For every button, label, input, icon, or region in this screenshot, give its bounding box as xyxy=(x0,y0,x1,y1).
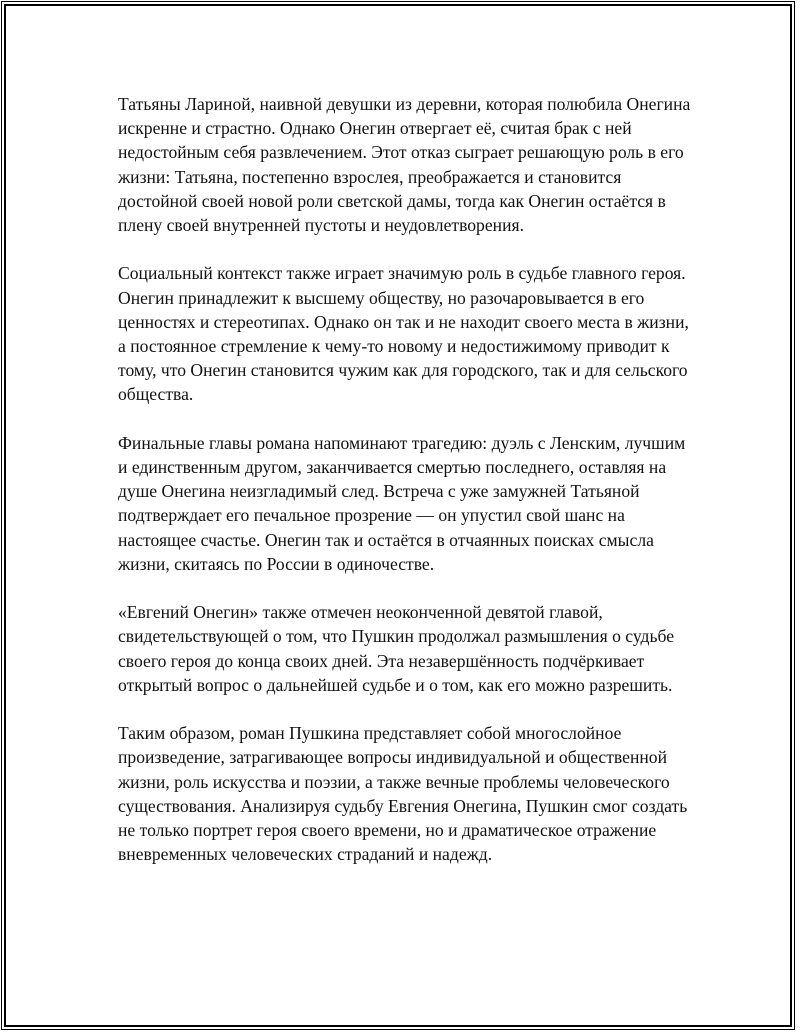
paragraph-2: Социальный контекст также играет значимую роль в судьбе главного героя. Онегин принадлежит к высшему обществу, но разочаровывается в его ценностях и стереотипах. Однако он так и не находит своего места в жизни, а постоянное стремление к чему-то новому и недостижимому приводит к тому, что Онегин становится чужим как для городского, так и для сельского общества. xyxy=(118,263,689,405)
paragraph-4: «Евгений Онегин» также отмечен неоконченной девятой главой, свидетельствующей о том, что Пушкин продолжал размышления о судьбе своего героя до конца своих дней. Эта незавершённость подчёркивает открытый вопрос о дальнейшей судьбе и о том, как его можно разрешить. xyxy=(118,602,675,695)
paragraph-1: Татьяны Лариной, наивной девушки из деревни, которая полюбила Онегина искренне и страстно. Однако Онегин отвергает её, считая брак с ней недостойным себя развлечением. Этот отказ сыграет решающую роль в его жизни: Татьяна, постепенно взрослея, преображается и становится достойной своей новой роли светской дамы, тогда как Онегин остаётся в плену своей внутренней пустоты и неудовлетворения. xyxy=(118,94,691,236)
document-body xyxy=(118,92,698,866)
paragraph-3: Финальные главы романа напоминают трагедию: дуэль с Ленским, лучшим и единственным другом, заканчивается смертью последнего, оставляя на душе Онегина неизгладимый след. Встреча с уже замужней Татьяной подтверждает его печальное прозрение — он упустил свой шанс на настоящее счастье. Онегин так и остаётся в отчаянных поисках смысла жизни, скитаясь по России в одиночестве. xyxy=(118,432,686,574)
paragraph-5: Таким образом, роман Пушкина представляет собой многослойное произведение, затрагивающее вопросы индивидуальной и общественной жизни, роль искусства и поэзии, а также вечные проблемы человеческого существования. Анализируя судьбу Евгения Онегина, Пушкин смог создать не только портрет героя своего времени, но и драматическое отражение вневременных человеческих страданий и надежд. xyxy=(118,723,688,865)
